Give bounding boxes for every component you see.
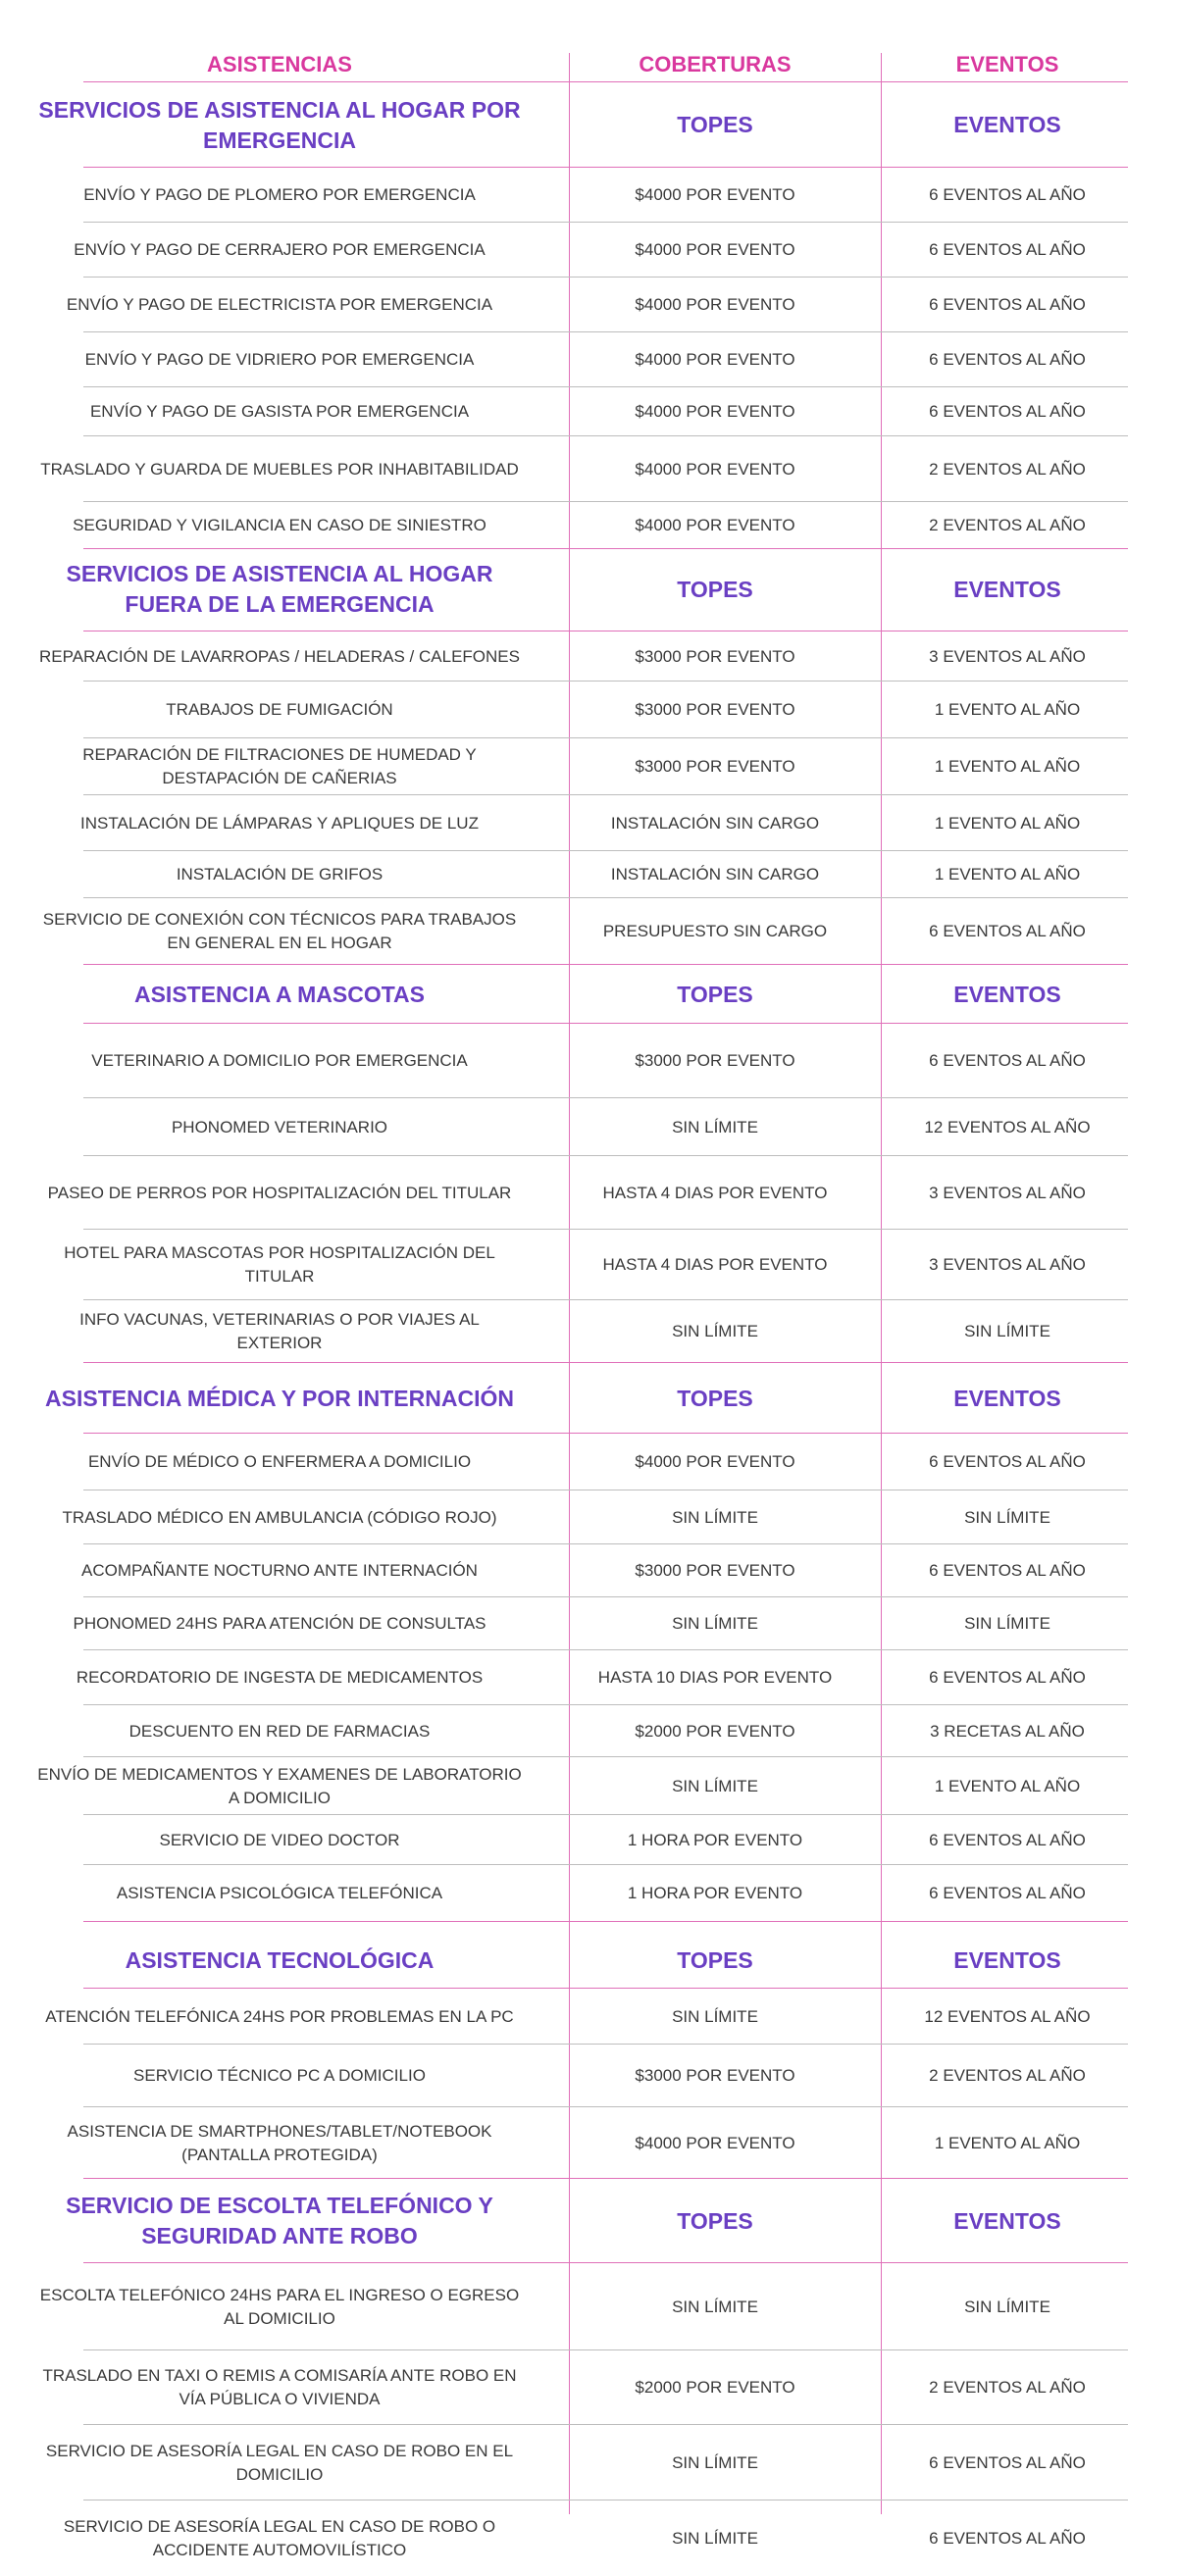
cobertura-cell: SIN LÍMITE xyxy=(672,2528,758,2548)
section-title: ASISTENCIA MÉDICA Y POR INTERNACIÓN xyxy=(45,1385,514,1411)
asistencia-cell: ATENCIÓN TELEFÓNICA 24HS POR PROBLEMAS EN LA PC xyxy=(45,2006,514,2026)
cobertura-cell: $4000 POR EVENTO xyxy=(635,459,795,479)
asistencia-cell: RECORDATORIO DE INGESTA DE MEDICAMENTOS xyxy=(76,1668,484,1687)
cobertura-cell: PRESUPUESTO SIN CARGO xyxy=(602,922,828,940)
table-row xyxy=(0,387,1177,436)
asistencia-cell: PHONOMED VETERINARIO xyxy=(171,1117,388,1136)
eventos-cell: 1 EVENTO AL AÑO xyxy=(934,2133,1081,2152)
table-row xyxy=(0,223,1177,278)
asistencia-cell: REPARACIÓN DE LAVARROPAS / HELADERAS / CALEFONES xyxy=(39,646,520,666)
table-row xyxy=(0,168,1177,223)
table-row xyxy=(0,1024,1177,1098)
eventos-cell: 1 EVENTO AL AÑO xyxy=(934,1776,1081,1795)
cobertura-cell: $2000 POR EVENTO xyxy=(635,2378,795,2397)
table-row xyxy=(0,1650,1177,1705)
cobertura-cell: 1 HORA POR EVENTO xyxy=(627,1884,803,1902)
asistencia-cell: PASEO DE PERROS POR HOSPITALIZACIÓN DEL TITULAR xyxy=(47,1183,512,1202)
table-row xyxy=(0,795,1177,851)
eventos-cell: SIN LÍMITE xyxy=(964,1322,1050,1340)
cobertura-cell: INSTALACIÓN SIN CARGO xyxy=(610,865,820,884)
cobertura-cell: 1 HORA POR EVENTO xyxy=(627,1830,803,1849)
asistencia-cell: DESCUENTO EN RED DE FARMACIAS xyxy=(128,1721,431,1741)
eventos-cell: 3 EVENTOS AL AÑO xyxy=(929,1183,1086,1202)
section-topes-label: TOPES xyxy=(677,981,753,1007)
section-topes-label: TOPES xyxy=(677,112,753,137)
table-row xyxy=(0,1815,1177,1865)
cobertura-cell: $4000 POR EVENTO xyxy=(635,516,795,534)
table-row xyxy=(0,1597,1177,1650)
cobertura-cell: SIN LÍMITE xyxy=(672,1614,758,1633)
asistencia-cell: TRASLADO MÉDICO EN AMBULANCIA (CÓDIGO ROJO) xyxy=(62,1507,497,1527)
asistencia-cell: ENVÍO DE MEDICAMENTOS Y EXAMENES DE LABORATORIO A DOMICILIO xyxy=(37,1764,522,1807)
section-eventos-label: EVENTOS xyxy=(953,1946,1061,1973)
asistencia-cell: ACOMPAÑANTE NOCTURNO ANTE INTERNACIÓN xyxy=(81,1561,478,1580)
table-row xyxy=(0,2263,1177,2350)
asistencia-cell: SERVICIO TÉCNICO PC A DOMICILIO xyxy=(133,2066,426,2085)
asistencia-cell: PHONOMED 24HS PARA ATENCIÓN DE CONSULTAS xyxy=(73,1614,486,1633)
section-topes-label: TOPES xyxy=(677,2207,753,2234)
section-eventos-label: EVENTOS xyxy=(953,981,1061,1007)
eventos-cell: 1 EVENTO AL AÑO xyxy=(934,813,1081,833)
eventos-cell: 6 EVENTOS AL AÑO xyxy=(929,1051,1086,1070)
asistencia-cell: INSTALACIÓN DE GRIFOS xyxy=(176,865,384,884)
table-row xyxy=(0,1544,1177,1597)
cobertura-cell: $3000 POR EVENTO xyxy=(635,2066,795,2085)
section-header xyxy=(0,1363,1177,1434)
table-header-row xyxy=(0,47,1177,82)
section-eventos-label: EVENTOS xyxy=(953,576,1061,602)
cobertura-cell: $3000 POR EVENTO xyxy=(635,646,795,666)
section-header xyxy=(0,2179,1177,2263)
table-row xyxy=(0,2107,1177,2179)
eventos-cell: 12 EVENTOS AL AÑO xyxy=(924,2006,1091,2026)
section-title: ASISTENCIA A MASCOTAS xyxy=(133,981,426,1007)
table-row xyxy=(0,1490,1177,1544)
asistencia-cell: SEGURIDAD Y VIGILANCIA EN CASO DE SINIESTRO xyxy=(73,516,486,534)
table-row xyxy=(0,1098,1177,1156)
section-header xyxy=(0,82,1177,168)
table-row xyxy=(0,1230,1177,1300)
table-row xyxy=(0,278,1177,332)
eventos-cell: 6 EVENTOS AL AÑO xyxy=(929,185,1086,204)
table-row xyxy=(0,2425,1177,2500)
cobertura-cell: $2000 POR EVENTO xyxy=(635,1721,795,1741)
header-coberturas: COBERTURAS xyxy=(639,52,792,76)
eventos-cell: SIN LÍMITE xyxy=(964,2297,1050,2316)
asistencia-cell: REPARACIÓN DE FILTRACIONES DE HUMEDAD Y DESTAPACIÓN DE CAÑERIAS xyxy=(82,745,477,787)
eventos-cell: 6 EVENTOS AL AÑO xyxy=(929,1561,1086,1580)
table-row xyxy=(0,1757,1177,1815)
table-row xyxy=(0,851,1177,898)
table-row xyxy=(0,1865,1177,1922)
eventos-cell: 6 EVENTOS AL AÑO xyxy=(929,402,1086,421)
cobertura-cell: SIN LÍMITE xyxy=(672,1507,758,1527)
eventos-cell: 3 EVENTOS AL AÑO xyxy=(929,646,1086,666)
table-row xyxy=(0,1300,1177,1363)
section-title: ASISTENCIA TECNOLÓGICA xyxy=(125,1946,435,1973)
eventos-cell: 6 EVENTOS AL AÑO xyxy=(929,240,1086,259)
asistencia-cell: ASISTENCIA PSICOLÓGICA TELEFÓNICA xyxy=(116,1884,443,1902)
section-title: SERVICIOS DE ASISTENCIA AL HOGAR FUERA DE LA EMERGENCIA xyxy=(66,561,493,617)
asistencia-cell: TRABAJOS DE FUMIGACIÓN xyxy=(166,700,393,719)
cobertura-cell: $4000 POR EVENTO xyxy=(635,1452,795,1471)
asistencia-cell: SERVICIO DE ASESORÍA LEGAL EN CASO DE ROBO EN EL DOMICILIO xyxy=(45,2441,514,2484)
eventos-cell: 3 RECETAS AL AÑO xyxy=(930,1721,1085,1741)
section-eventos-label: EVENTOS xyxy=(953,2207,1061,2234)
asistencia-cell: ENVÍO Y PAGO DE CERRAJERO POR EMERGENCIA xyxy=(74,240,486,259)
table-row xyxy=(0,1156,1177,1230)
asistencia-cell: VETERINARIO A DOMICILIO POR EMERGENCIA xyxy=(91,1051,468,1070)
cobertura-cell: SIN LÍMITE xyxy=(672,1322,758,1340)
section-topes-label: TOPES xyxy=(677,576,753,602)
section-header xyxy=(0,1932,1177,1989)
cobertura-cell: HASTA 4 DIAS POR EVENTO xyxy=(602,1183,828,1202)
table-row xyxy=(0,2045,1177,2107)
eventos-cell: 2 EVENTOS AL AÑO xyxy=(929,516,1086,534)
table-row xyxy=(0,436,1177,502)
asistencia-cell: ENVÍO DE MÉDICO O ENFERMERA A DOMICILIO xyxy=(87,1452,472,1471)
eventos-cell: 1 EVENTO AL AÑO xyxy=(934,757,1081,776)
cobertura-cell: $4000 POR EVENTO xyxy=(635,185,795,204)
eventos-cell: SIN LÍMITE xyxy=(964,1614,1050,1633)
cobertura-cell: HASTA 4 DIAS POR EVENTO xyxy=(602,1255,828,1274)
eventos-cell: SIN LÍMITE xyxy=(964,1507,1050,1527)
section-eventos-label: EVENTOS xyxy=(953,112,1061,137)
eventos-cell: 3 EVENTOS AL AÑO xyxy=(929,1255,1086,1274)
cobertura-cell: SIN LÍMITE xyxy=(672,1776,758,1795)
table-row xyxy=(0,1705,1177,1757)
table-row xyxy=(0,898,1177,965)
cobertura-cell: HASTA 10 DIAS POR EVENTO xyxy=(597,1668,833,1687)
cobertura-cell: SIN LÍMITE xyxy=(672,2452,758,2472)
eventos-cell: 6 EVENTOS AL AÑO xyxy=(929,295,1086,314)
table-row xyxy=(0,682,1177,738)
cobertura-cell: $3000 POR EVENTO xyxy=(635,1051,795,1070)
eventos-cell: 6 EVENTOS AL AÑO xyxy=(929,922,1086,940)
header-asistencias: ASISTENCIAS xyxy=(207,52,352,76)
asistencia-cell: TRASLADO Y GUARDA DE MUEBLES POR INHABITABILIDAD xyxy=(40,459,519,479)
asistencia-cell: SERVICIO DE VIDEO DOCTOR xyxy=(159,1830,400,1849)
section-header xyxy=(0,547,1177,631)
eventos-cell: 6 EVENTOS AL AÑO xyxy=(929,350,1086,369)
eventos-cell: 2 EVENTOS AL AÑO xyxy=(929,459,1086,479)
eventos-cell: 6 EVENTOS AL AÑO xyxy=(929,1884,1086,1902)
asistencia-cell: SERVICIO DE CONEXIÓN CON TÉCNICOS PARA TRABAJOS EN GENERAL EN EL HOGAR xyxy=(42,910,517,952)
table-row xyxy=(0,2500,1177,2576)
table-row xyxy=(0,2350,1177,2425)
asistencia-cell: ENVÍO Y PAGO DE GASISTA POR EMERGENCIA xyxy=(89,402,470,421)
eventos-cell: 12 EVENTOS AL AÑO xyxy=(924,1117,1091,1136)
eventos-cell: 1 EVENTO AL AÑO xyxy=(934,865,1081,884)
cobertura-cell: $3000 POR EVENTO xyxy=(635,757,795,776)
asistencia-cell: INFO VACUNAS, VETERINARIAS O POR VIAJES AL EXTERIOR xyxy=(79,1310,480,1352)
table-row xyxy=(0,332,1177,387)
eventos-cell: 2 EVENTOS AL AÑO xyxy=(929,2066,1086,2085)
table-row xyxy=(0,1989,1177,2045)
cobertura-cell: $4000 POR EVENTO xyxy=(635,402,795,421)
asistencia-cell: SERVICIO DE ASESORÍA LEGAL EN CASO DE ROBO O ACCIDENTE AUTOMOVILÍSTICO xyxy=(63,2516,496,2559)
asistencia-cell: ENVÍO Y PAGO DE ELECTRICISTA POR EMERGENCIA xyxy=(66,295,493,314)
cobertura-cell: INSTALACIÓN SIN CARGO xyxy=(610,813,820,833)
eventos-cell: 6 EVENTOS AL AÑO xyxy=(929,1668,1086,1687)
section-topes-label: TOPES xyxy=(677,1385,753,1411)
section-title: SERVICIO DE ESCOLTA TELEFÓNICO Y SEGURIDAD ANTE ROBO xyxy=(66,2193,493,2248)
header-eventos: EVENTOS xyxy=(955,52,1059,76)
eventos-cell: 2 EVENTOS AL AÑO xyxy=(929,2378,1086,2397)
cobertura-cell: SIN LÍMITE xyxy=(672,1117,758,1136)
section-header xyxy=(0,965,1177,1024)
cobertura-cell: $4000 POR EVENTO xyxy=(635,240,795,259)
asistencia-cell: ESCOLTA TELEFÓNICO 24HS PARA EL INGRESO O EGRESO AL DOMICILIO xyxy=(39,2285,520,2328)
asistencia-cell: TRASLADO EN TAXI O REMIS A COMISARÍA ANTE ROBO EN VÍA PÚBLICA O VIVIENDA xyxy=(42,2366,517,2408)
table-row xyxy=(0,1434,1177,1490)
table-row xyxy=(0,502,1177,549)
asistencia-cell: ASISTENCIA DE SMARTPHONES/TABLET/NOTEBOOK (PANTALLA PROTEGIDA) xyxy=(67,2121,492,2164)
cobertura-cell: $3000 POR EVENTO xyxy=(635,700,795,719)
eventos-cell: 6 EVENTOS AL AÑO xyxy=(929,1830,1086,1849)
cobertura-cell: SIN LÍMITE xyxy=(672,2006,758,2026)
eventos-cell: 6 EVENTOS AL AÑO xyxy=(929,2452,1086,2472)
cobertura-cell: $3000 POR EVENTO xyxy=(635,1561,795,1580)
asistencia-cell: INSTALACIÓN DE LÁMPARAS Y APLIQUES DE LUZ xyxy=(80,813,479,833)
asistencia-cell: ENVÍO Y PAGO DE VIDRIERO POR EMERGENCIA xyxy=(84,350,475,369)
section-eventos-label: EVENTOS xyxy=(953,1385,1061,1411)
cobertura-cell: $4000 POR EVENTO xyxy=(635,2133,795,2152)
table-row xyxy=(0,631,1177,682)
eventos-cell: 6 EVENTOS AL AÑO xyxy=(929,1452,1086,1471)
eventos-cell: 1 EVENTO AL AÑO xyxy=(934,700,1081,719)
asistencia-cell: ENVÍO Y PAGO DE PLOMERO POR EMERGENCIA xyxy=(83,185,476,204)
table-row xyxy=(0,738,1177,795)
section-topes-label: TOPES xyxy=(677,1946,753,1973)
cobertura-cell: SIN LÍMITE xyxy=(672,2297,758,2316)
cobertura-cell: $4000 POR EVENTO xyxy=(635,295,795,314)
eventos-cell: 6 EVENTOS AL AÑO xyxy=(929,2528,1086,2548)
cobertura-cell: $4000 POR EVENTO xyxy=(635,350,795,369)
asistencia-cell: HOTEL PARA MASCOTAS POR HOSPITALIZACIÓN DEL TITULAR xyxy=(64,1243,495,1286)
section-title: SERVICIOS DE ASISTENCIA AL HOGAR POR EMERGENCIA xyxy=(38,96,521,153)
